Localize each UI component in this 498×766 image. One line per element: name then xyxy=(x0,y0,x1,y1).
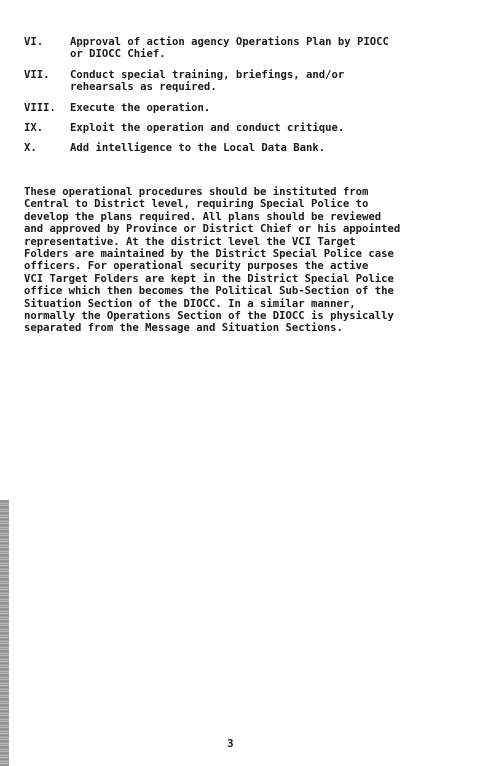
list-item xyxy=(24,69,474,94)
list-item-text: Approval of action agency Operations Plan by PIOCC or DIOCC Chief. xyxy=(70,36,389,61)
list-item-number: VIII. xyxy=(24,101,56,114)
list-item-text: Conduct special training, briefings, and/or rehearsals as required. xyxy=(70,68,345,94)
body-paragraph: These operational procedures should be instituted from Central to District level, requiring Special Police to develop the plans required. All plans should be reviewed and approved by Province or District Chief or his appointed representative. At the district level the VCI Target Folders are maintained by the District Special Police case officers. For operational security purposes the active VCI Target Folders are kept in the District Special Police office which then becomes the Political Sub-Section of the Situation Section of the DIOCC. In a similar manner, normally the Operations Section of the DIOCC is physically separated from the Message and Situation Sections. xyxy=(24,186,401,335)
list-item-text: Execute the operation. xyxy=(70,101,211,114)
list-item-text: Add intelligence to the Local Data Bank. xyxy=(70,142,326,155)
list-item-number: VII. xyxy=(24,68,50,81)
list-item xyxy=(24,142,474,154)
page-number: 3 xyxy=(227,737,234,750)
list-item xyxy=(24,36,474,61)
list-item-number: IX. xyxy=(24,122,44,135)
list-item-number: X. xyxy=(24,142,37,155)
list-item xyxy=(24,122,474,134)
list-item-text: Exploit the operation and conduct critique. xyxy=(70,122,345,135)
scan-edge-artifact xyxy=(0,500,9,766)
list-item xyxy=(24,102,474,114)
list-item-number: VI. xyxy=(24,36,44,48)
procedure-list xyxy=(24,36,474,163)
